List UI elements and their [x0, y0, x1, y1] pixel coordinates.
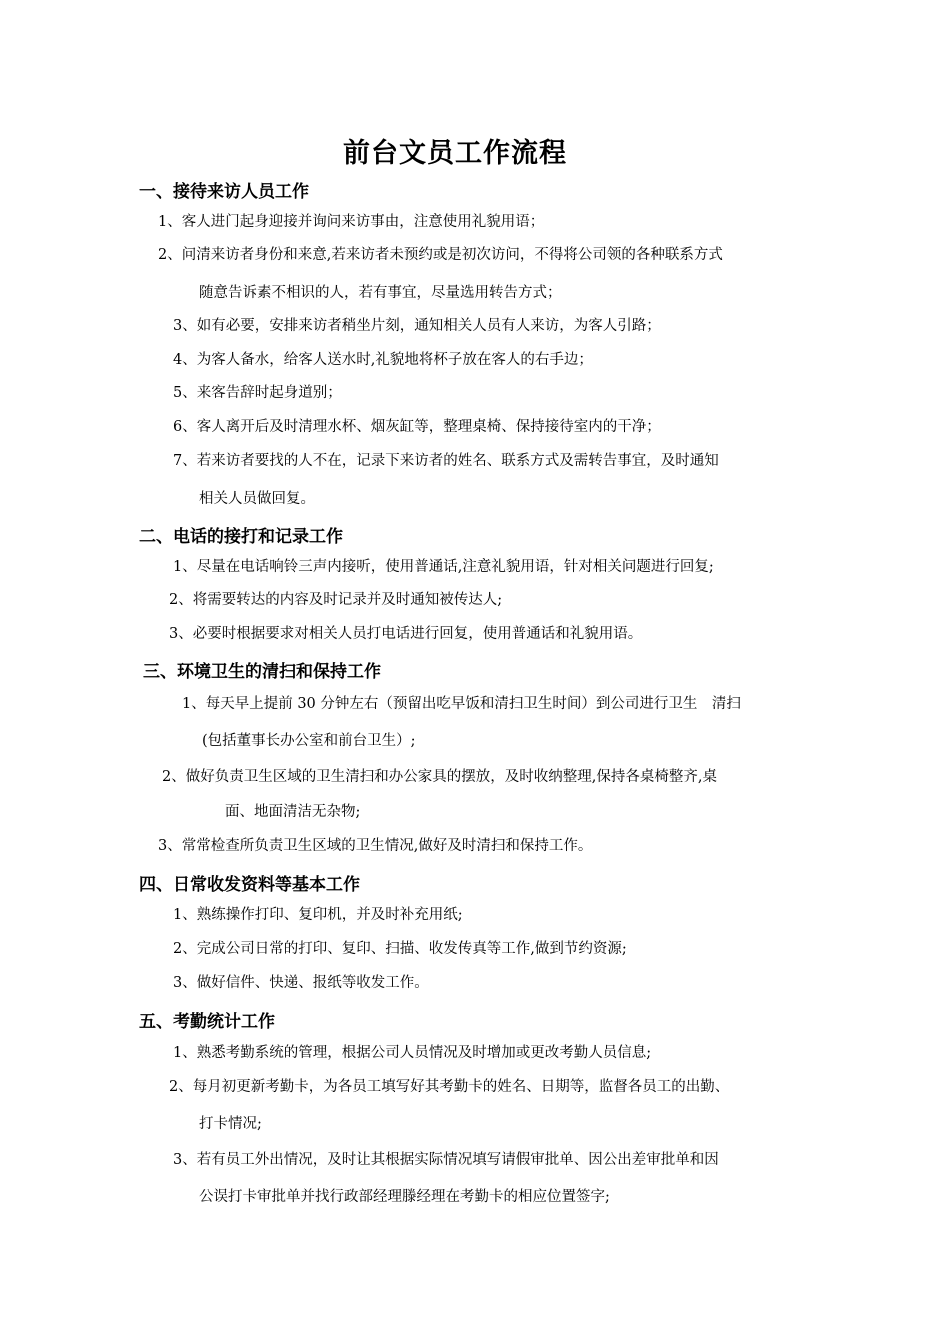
section-line: 2、问清来访者身份和来意,若来访者未预约或是初次访问，不得将公司领的各种联系方式: [158, 247, 723, 263]
section-line: 1、熟练操作打印、复印机，并及时补充用纸;: [173, 907, 463, 923]
section-heading-daily: 四、日常收发资料等基本工作: [139, 875, 360, 895]
section-line: 随意告诉素不相识的人，若有事宜，尽量选用转告方式；: [199, 285, 562, 301]
section-line: 公误打卡审批单并找行政部经理滕经理在考勤卡的相应位置签字;: [199, 1189, 610, 1205]
section-line: 2、将需要转达的内容及时记录并及时通知被传达人;: [169, 592, 503, 608]
section-line: 6、客人离开后及时清理水杯、烟灰缸等，整理桌椅、保持接待室内的干净；: [173, 419, 661, 435]
section-line: 相关人员做回复。: [199, 491, 315, 507]
section-line: 面、地面清洁无杂物;: [225, 804, 361, 820]
section-line: 5、来客告辞时起身道别；: [173, 385, 342, 401]
section-line: 3、常常检查所负责卫生区域的卫生情况,做好及时清扫和保持工作。: [158, 838, 593, 854]
section-line: 2、完成公司日常的打印、复印、扫描、收发传真等工作,做到节约资源;: [173, 941, 627, 957]
section-line: 3、必要时根据要求对相关人员打电话进行回复，使用普通话和礼貌用语。: [169, 626, 643, 642]
section-line: 3、做好信件、快递、报纸等收发工作。: [173, 975, 429, 991]
section-heading-phone: 二、电话的接打和记录工作: [139, 527, 343, 547]
section-line: 1、尽量在电话响铃三声内接听，使用普通话,注意礼貌用语，针对相关问题进行回复;: [173, 559, 714, 575]
section-heading-hygiene: 三、环境卫生的清扫和保持工作: [143, 662, 381, 682]
section-line: 2、做好负责卫生区域的卫生清扫和办公家具的摆放，及时收纳整理,保持各桌椅整齐,桌: [162, 769, 717, 785]
section-line: 4、为客人备水，给客人送水时,礼貌地将杯子放在客人的右手边；: [173, 352, 593, 368]
section-line: 7、若来访者要找的人不在，记录下来访者的姓名、联系方式及需转告事宜，及时通知: [173, 453, 719, 469]
section-line: 1、每天早上提前 30 分钟左右（预留出吃早饭和清扫卫生时间）到公司进行卫生 清扫: [182, 696, 741, 712]
section-line: 1、熟悉考勤系统的管理，根据公司人员情况及时增加或更改考勤人员信息;: [173, 1045, 652, 1061]
document-title: 前台文员工作流程: [343, 138, 567, 169]
section-line: 打卡情况;: [199, 1116, 262, 1132]
section-heading-reception: 一、接待来访人员工作: [139, 182, 309, 202]
section-line: (包括董事长办公室和前台卫生）;: [202, 733, 416, 749]
section-line: 2、每月初更新考勤卡，为各员工填写好其考勤卡的姓名、日期等，监督各员工的出勤、: [169, 1079, 730, 1095]
section-line: 3、若有员工外出情况，及时让其根据实际情况填写请假审批单、因公出差审批单和因: [173, 1152, 719, 1168]
section-line: 3、如有必要，安排来访者稍坐片刻，通知相关人员有人来访，为客人引路；: [173, 318, 661, 334]
section-line: 1、客人进门起身迎接并询问来访事由，注意使用礼貌用语；: [158, 214, 545, 230]
section-heading-attendance: 五、考勤统计工作: [139, 1012, 275, 1032]
